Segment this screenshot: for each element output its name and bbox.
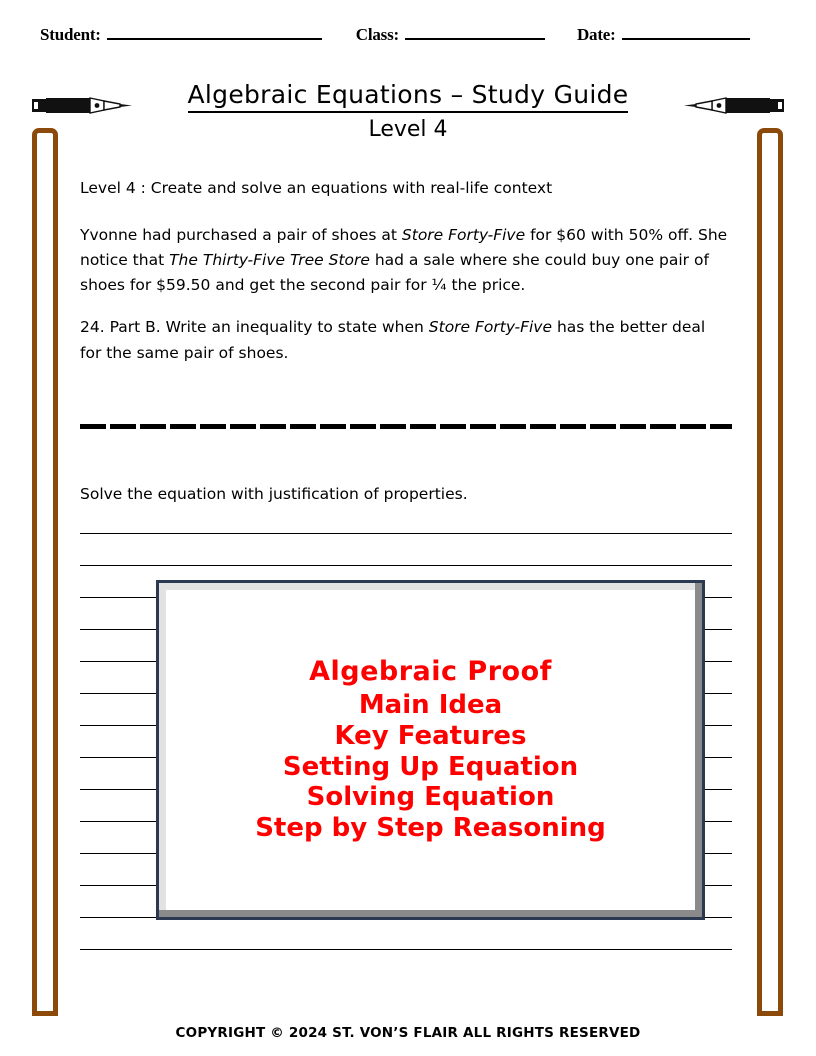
callout-line: Key Features	[334, 720, 527, 751]
callout-line: Setting Up Equation	[282, 751, 579, 782]
store-name-thirty-five-tree: The Thirty-Five Tree Store	[169, 251, 370, 270]
story-part-3: had a sale where she could buy one pair of shoes for $59.50 and get the second pair for ¼ the price.	[80, 251, 709, 295]
student-input-rule[interactable]	[107, 24, 322, 40]
date-field[interactable]	[577, 24, 750, 45]
page-title: Algebraic Equations – Study Guide	[188, 80, 629, 113]
store-name-forty-five: Store Forty-Five	[428, 318, 553, 337]
page-subtitle: Level 4	[368, 116, 448, 142]
class-field[interactable]	[356, 24, 545, 45]
callout-text-group	[159, 656, 702, 843]
algebraic-proof-callout	[156, 580, 705, 920]
ruled-line[interactable]	[80, 949, 732, 950]
callout-line: Solving Equation	[306, 782, 555, 813]
store-name-forty-five: Store Forty-Five	[401, 226, 526, 245]
story-part-2: for $60 with 50% off. She notice that	[80, 226, 728, 270]
question-24	[80, 315, 730, 365]
callout-line: Step by Step Reasoning	[255, 812, 606, 843]
solve-instruction: Solve the equation with justification of properties.	[80, 485, 468, 503]
class-input-rule[interactable]	[405, 24, 545, 40]
question-number: 24. Part B.	[80, 318, 161, 337]
ruled-line[interactable]	[80, 565, 732, 566]
student-label: Student:	[40, 25, 101, 44]
story-part-1: Yvonne had purchased a pair of shoes at	[80, 226, 402, 245]
decorative-bracket-left	[32, 128, 58, 1016]
level-description: Level 4 : Create and solve an equations with real-life context	[80, 179, 553, 197]
question-text-after: has the better deal for the same pair of shoes.	[80, 318, 706, 362]
date-input-rule[interactable]	[622, 24, 750, 40]
worksheet-header	[40, 24, 776, 50]
callout-line: Main Idea	[358, 690, 503, 721]
date-label: Date:	[576, 25, 616, 44]
story-problem	[80, 223, 730, 298]
worksheet-body	[80, 176, 730, 366]
question-text-before: Write an inequality to state when	[160, 318, 429, 337]
page-title-block	[0, 80, 816, 142]
ruled-line[interactable]	[80, 533, 732, 534]
decorative-bracket-right	[757, 128, 783, 1016]
student-field[interactable]	[40, 24, 322, 45]
class-label: Class:	[355, 25, 399, 44]
answer-divider	[80, 424, 732, 429]
copyright-footer: COPYRIGHT © 2024 ST. VON’S FLAIR ALL RIGHTS RESERVED	[175, 1025, 641, 1041]
callout-line: Algebraic Proof	[309, 656, 552, 688]
